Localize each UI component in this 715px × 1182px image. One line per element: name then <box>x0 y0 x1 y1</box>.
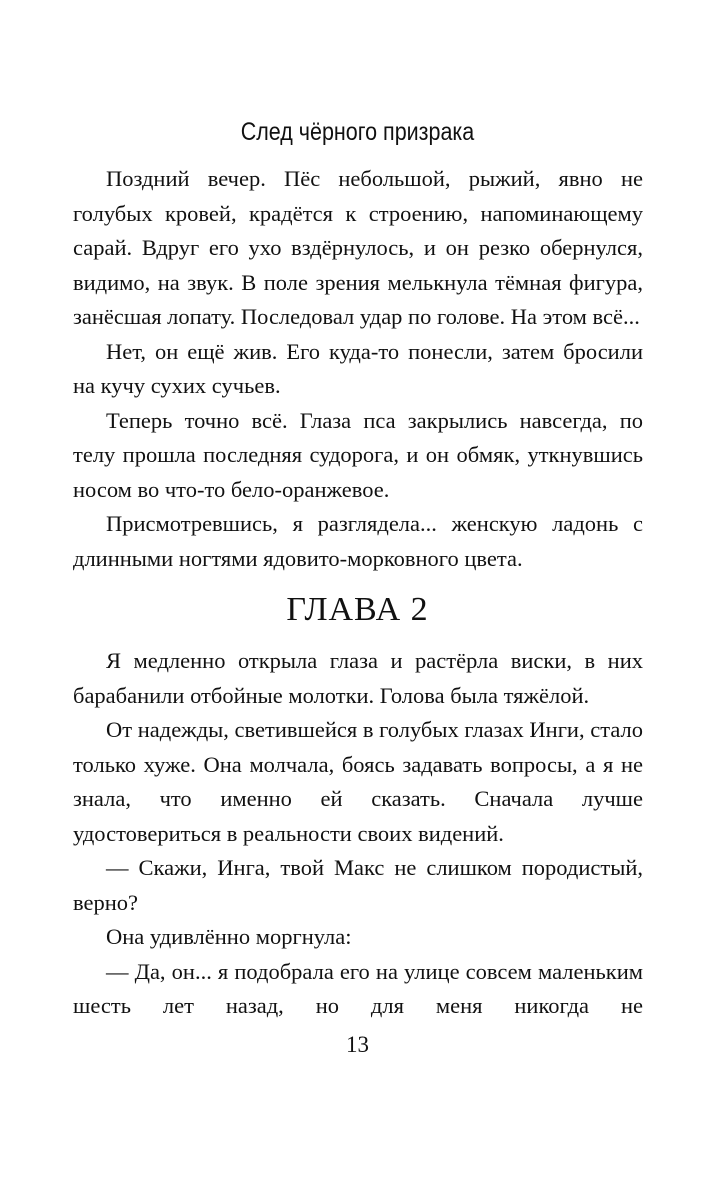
paragraph: Она удивлённо моргнула: <box>106 924 352 949</box>
running-head: След чёрного призрака <box>240 118 475 146</box>
chapter-title: ГЛАВА 2 <box>286 591 429 628</box>
paragraph: Теперь точно всё. Глаза пса закрылись навсегда, по телу прошла последняя судорога, и он обмяк, уткнувшись носом во что-то бело-оранжевое. <box>73 407 643 502</box>
paragraph: — Скажи, Инга, твой Макс не слишком породистый, верно? <box>73 855 643 915</box>
paragraph: Поздний вечер. Пёс небольшой, рыжий, явно не голубых кровей, крадётся к строению, напоминающему сарай. Вдруг его ухо вздёрнулось, и он резко обернулся, видимо, на звук. В поле зрения мелькнула тёмная фигура, занёсшая лопату. Последовал удар по голове. На этом всё... <box>73 166 643 329</box>
text-section-1 <box>73 162 643 576</box>
paragraph: — Да, он... я подобрала его на улице совсем маленьким шесть лет назад, но для меня никогда не <box>73 958 643 1018</box>
page-number: 13 <box>346 1032 369 1057</box>
paragraph: Присмотревшись, я разглядела... женскую ладонь с длинными ногтями ядовито-морковного цвета. <box>73 511 643 571</box>
paragraph: Я медленно открыла глаза и растёрла виски, в них барабанили отбойные молотки. Голова была тяжёлой. <box>73 648 643 708</box>
paragraph: Нет, он ещё жив. Его куда-то понесли, затем бросили на кучу сухих сучьев. <box>73 338 643 398</box>
paragraph: От надежды, светившейся в голубых глазах Инги, стало только хуже. Она молчала, боясь задавать вопросы, а я не знала, что именно ей сказать. Сначала лучше удостовериться в реальности своих видений. <box>73 717 643 846</box>
text-section-2 <box>73 644 643 1024</box>
